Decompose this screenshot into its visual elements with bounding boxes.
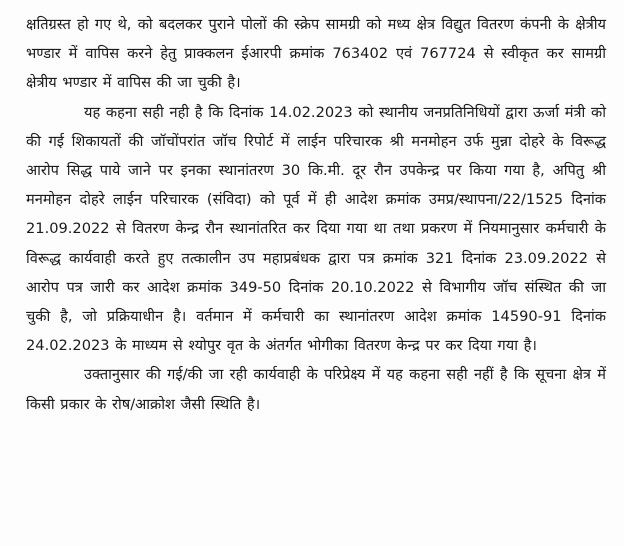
paragraph-transfer-statement: यह कहना सही नही है कि दिनांक 14.02.2023 को स्थानीय जनप्रतिनिधियों द्वारा ऊर्जा मंत्री को की गई शिकायतों की जॉचोंपरांत जॉच रिपोर्ट में लाईन परिचारक श्री मनमोहन उर्फ मुन्ना दोहरे के विरूद्ध आरोप सिद्ध पाये जाने पर इनका स्थानांतरण 30 कि.मी. दूर रौन उपकेन्द्र पर किया गया है, अपितु श्री मनमोहन दोहरे लाईन परिचारक (संविदा) को पूर्व में ही आदेश क्रमांक उमप्र/स्थापना/22/1525 दिनांक 21.09.2022 से वितरण केन्द्र रौन स्थानांतरित कर दिया गया था तथा प्रकरण में नियमानुसार कर्मचारी के विरूद्ध कार्यवाही करते हुए तत्कालीन उप महाप्रबंधक द्वारा पत्र क्रमांक 321 दिनांक 23.09.2022 से आरोप पत्र जारी कर आदेश क्रमांक 349-50 दिनांक 20.10.2022 से विभागीय जॉच संस्थित की जा चुकी है, जो प्रक्रियाधीन है। वर्तमान में कर्मचारी का स्थानांतरण आदेश क्रमांक 14590-91 दिनांक 24.02.2023 के माध्यम से श्योपुर वृत के अंतर्गत भोगीका वितरण केन्द्र पर कर दिया गया है। (26, 103, 606, 355)
paragraph-conclusion: उक्तानुसार की गई/की जा रही कार्यवाही के परिप्रेक्ष्य में यह कहना सही नहीं है कि सूचना क्षेत्र में किसी प्रकार के रोष/आक्रोश जैसी स्थिति है। (26, 366, 606, 413)
document-body (26, 10, 606, 419)
paragraph-material-return: क्षतिग्रस्त हो गए थे, को बदलकर पुराने पोलों की स्क्रेप सामग्री को मध्य क्षेत्र विद्युत वितरण कंपनी के क्षेत्रीय भण्डार में वापिस करने हेतु प्राक्कलन ईआरपी क्रमांक 763402 एवं 767724 से स्वीकृत कर सामग्री क्षेत्रीय भण्डार में वापिस की जा चुकी है। (26, 16, 606, 92)
